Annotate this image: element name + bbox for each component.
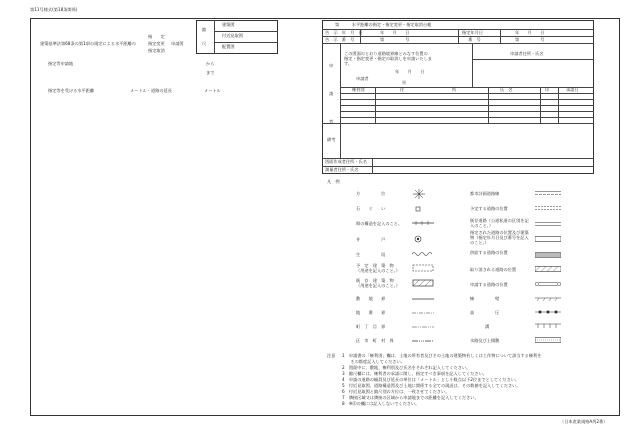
legend-left-2: 石 ぐ い — [356, 206, 386, 211]
form-title-law: 建築基準法第68条の第1項の規定による水平距離の — [40, 41, 136, 46]
cancelled-road-icon — [535, 266, 561, 272]
existing-road-icon — [535, 221, 561, 227]
row2-c1: 告 示 番 号 — [325, 37, 355, 42]
notes-label: 注意 — [327, 353, 336, 358]
col-header-2: 住 — [400, 87, 405, 92]
meter-label-2: メートル — [204, 88, 221, 93]
scale-item-2: 付近見取図 — [222, 33, 243, 38]
legend-right-4: 指定された道路の位置及び建築物（指定年月日及び番号を記入のこと。） — [470, 230, 529, 245]
designated-road-icon — [535, 236, 561, 242]
legend-left-4: 井 戸 — [356, 237, 386, 242]
form-number: 第11号様式(第18条関係) — [30, 7, 78, 12]
form-title-opt1: 指 定 — [148, 34, 165, 39]
legend-left-7: （用途を記入のこと。） — [356, 268, 400, 273]
note-8: 8 ※印の欄には記入しないでください。 — [342, 401, 420, 406]
notes-label: 者 — [329, 119, 334, 124]
row1-c4: 年 月 日 — [515, 30, 545, 35]
compass-icon — [412, 188, 426, 200]
municipal-boundary-icon — [412, 339, 434, 343]
row2-c2: 第 号 — [380, 37, 410, 42]
legend-left-11: 地 番 界 — [356, 310, 386, 315]
row2-c3: 番 号 — [468, 37, 481, 42]
col-header-1: 権利別 — [352, 87, 365, 92]
legend-right-7: 申請する道路の位置 — [470, 282, 508, 287]
legend-left-3: 塀の構造を記入のこと。 — [356, 221, 403, 226]
note-5: 5 付近見取図、道路構造図及び土地に関係する全ての現況は、その数値を記入してください。 — [342, 383, 521, 388]
retaining-wall-icon — [535, 295, 561, 301]
address-name-label: 申請者住所・氏名 — [510, 51, 544, 56]
plan-author: 図面作成者住所・氏名 — [325, 159, 367, 164]
planned-road-line-icon — [535, 190, 561, 196]
legend-left-1: 方 位 — [356, 191, 386, 196]
remarks-label: 備考 — [327, 137, 336, 142]
legend-right-1: 都市計画道路線 — [470, 191, 500, 196]
form-title-opt2: 指定変更 — [148, 41, 165, 46]
legend-right-6: 取り消される道路の位置 — [470, 267, 517, 272]
waterway-icon — [535, 337, 561, 343]
ditch-icon — [535, 323, 561, 329]
legend-right-3: 既存道路（公道私道の区別を記入のこと。） — [470, 218, 529, 228]
district-boundary-icon — [412, 325, 434, 329]
legend-left-13: 区 市 町 村 界 — [356, 338, 394, 343]
note-4: 4 申請の道路の幅員及び延長の単位は「メートル」とし小数点以下2位までとしてください。 — [342, 377, 520, 382]
hedge-icon — [412, 251, 434, 257]
apply-date: 年 月 日 — [395, 69, 425, 74]
apply-text-3: す。 — [344, 61, 353, 66]
fence-icon — [412, 220, 434, 226]
distance-label: 指定等を受ける水平距離 — [48, 88, 95, 93]
legend-left-6: 予 定 建 築 物 — [356, 263, 394, 268]
seal-mark: ㊞ — [402, 80, 407, 85]
note-3: 3 縮尺欄には、権利者の承諾に関し、指定すべき事項を記入してください。 — [342, 371, 487, 376]
legend-right-5: 供給する道路の位置 — [470, 250, 508, 255]
planned-building-icon — [412, 264, 434, 272]
legend-left-10: 敷 地 界 — [356, 296, 386, 301]
supply-road-icon — [535, 252, 561, 258]
row1-c1: 告 示 年 月 日 — [325, 30, 363, 35]
form-title-suffix: 申請図 — [171, 41, 184, 46]
legend-right-8: 擁 壁 — [470, 296, 500, 301]
applied-road-icon — [535, 280, 561, 288]
meter-label-1: メートル・道路の延長 — [130, 88, 172, 93]
note-6: 6 付近見取図と縮尺別の方位は、一致させてください。 — [342, 389, 450, 394]
scale-label-bottom: 尺 — [202, 41, 207, 46]
note-7: 7 隣接区域又は隣接の区域から申請地までの距離を記入してください。 — [342, 395, 479, 400]
legend-title: 凡 例 — [327, 179, 340, 184]
apply-text-2: 指定・指定変更・指定の取消しを申請いたしま — [344, 56, 432, 61]
applicant-label: 申請者 — [356, 76, 369, 81]
scale-item-3: 配置図 — [222, 44, 235, 49]
high-voltage-icon — [535, 309, 561, 315]
legend-left-5: 生 垣 — [356, 252, 386, 257]
existing-building-icon — [412, 279, 434, 287]
scale-item-1: 建築図 — [222, 22, 235, 27]
scale-label-top: 縮 — [202, 27, 207, 32]
legend-right-9: 高 圧 — [470, 310, 500, 315]
land-owner: 測量者住所・氏名 — [325, 167, 359, 172]
row2-c4: 第 号 — [515, 37, 545, 42]
note-1: 1 申請書の「権利別」欄は、土地の所有者及びその土地の建築物若しくは工作物について該当する権利を — [342, 353, 542, 358]
legend-left-8: 既 存 建 築 物 — [356, 278, 394, 283]
legend-right-11: 水路及び土揚敷 — [470, 338, 500, 343]
apply-label: 申 — [329, 63, 334, 68]
col-header-6: 承諾日 — [566, 87, 579, 92]
legend-left-12: 町 丁 目 界 — [356, 324, 386, 329]
apply-text-1: この図面のとおり道路境界線とみなす位置の — [344, 51, 428, 56]
note-2: 2 図面中に、敷地、権利別及び氏名をそれぞれ記入してください。 — [342, 365, 471, 370]
col-header-4: 氏 名 — [500, 87, 513, 92]
request-label: 請 — [329, 91, 334, 96]
proposed-road-icon — [535, 205, 561, 211]
site-boundary-icon — [412, 297, 434, 301]
to-label: まで — [206, 70, 215, 75]
col-header-3: 所 — [452, 87, 457, 92]
form-title-opt3: 指定取消 — [148, 48, 165, 53]
footer-size: （日本産業規格A列2番） — [560, 419, 608, 424]
row1-c3: 指定年月日 — [462, 30, 483, 35]
from-label: から — [206, 61, 215, 66]
lot-boundary-icon — [412, 311, 434, 315]
col-header-5: 印 — [545, 87, 550, 92]
note-1b: その都度記入してください。 — [342, 359, 405, 364]
stone-stake-icon — [414, 205, 422, 213]
legend-left-9: （用途を記入のこと。） — [356, 283, 400, 288]
well-icon — [414, 235, 422, 243]
designation-label: 指定等申請地 — [48, 61, 74, 66]
ledger-title: 第 水平距離の指定・指定変更・指定取消台帳 — [335, 22, 432, 27]
legend-right-2: 予定する道路の位置 — [470, 206, 508, 211]
row1-c2: 年 月 日 — [380, 30, 410, 35]
legend-right-10: 溝 — [485, 324, 490, 329]
